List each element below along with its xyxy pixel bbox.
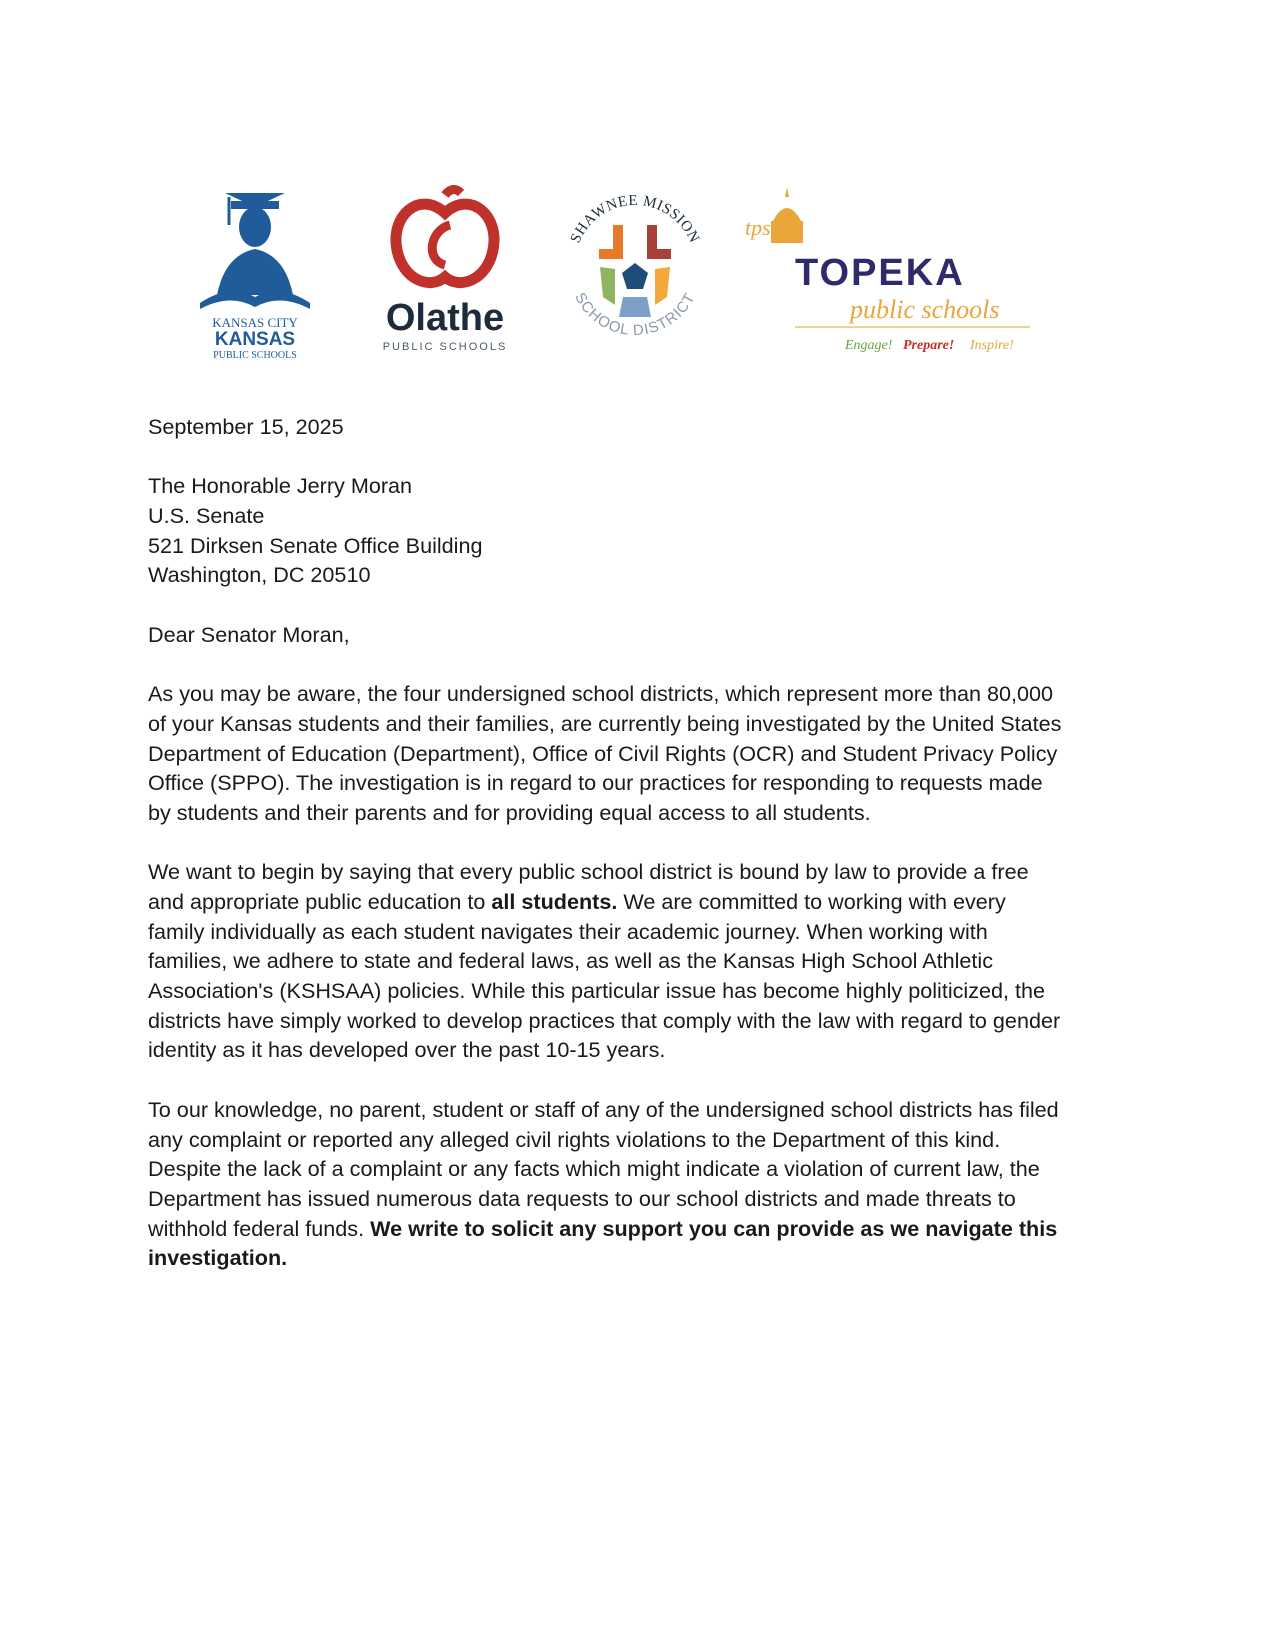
paragraph-line [148, 1035, 1108, 1065]
paragraph-line [148, 768, 1108, 798]
address-line: Washington, DC 20510 [148, 562, 371, 588]
paragraph-line [148, 1214, 1108, 1244]
text: We are committed to working with every [617, 889, 1006, 914]
shawnee-mission-logo [555, 185, 715, 350]
address-line: The Honorable Jerry Moran [148, 473, 413, 499]
text: Association's (KSHSAA) policies. While this particular issue has become highly politicized, the [148, 978, 1046, 1004]
paragraph-line [148, 679, 1108, 709]
bold-text: all students. [491, 889, 618, 914]
letter-date: September 15, 2025 [148, 414, 344, 439]
text: Despite the lack of a complaint or any facts which might indicate a violation of current law, the [148, 1156, 1040, 1182]
topeka-logo [745, 185, 1055, 360]
text: by students and their parents and for providing equal access to all students. [148, 799, 871, 825]
text: As you may be aware, the four undersigned school districts, which represent more than 80,000 [148, 681, 1054, 707]
text: of your Kansas students and their families, are currently being investigated by the United States [148, 710, 1062, 736]
tps-mark: tps [745, 215, 771, 240]
topeka-script: public schools [850, 295, 1000, 324]
kck-line2: KANSAS [214, 329, 296, 350]
letter-paragraphs [148, 650, 1108, 1273]
olathe-name: Olathe [385, 297, 505, 339]
body-paragraph [148, 857, 1108, 1065]
topeka-tag-inspire: Inspire! [970, 338, 1014, 353]
paragraph-line [148, 709, 1108, 739]
paragraph-line [148, 1125, 1108, 1155]
olathe-sub: PUBLIC SCHOOLS [382, 341, 508, 353]
kansas-city-kansas-logo [195, 185, 315, 360]
text: families, we adhere to state and federal laws, as well as the Kansas High School Athletic [148, 948, 994, 974]
text: Department of Education (Department), Office of Civil Rights (OCR) and Student Privacy Policy [148, 740, 1058, 766]
text: To our knowledge, no parent, student or staff of any of the undersigned school districts has filed [148, 1096, 1059, 1122]
text: We want to begin by saying that every public school district is bound by law to provide a free [148, 859, 1029, 885]
body-paragraph [148, 679, 1108, 827]
salutation: Dear Senator Moran, [148, 621, 350, 647]
bold-text: We write to solicit any support you can provide as we navigate this [370, 1215, 1058, 1241]
paragraph-line [148, 1184, 1108, 1214]
shawnee-bottom-text: SCHOOL DISTRICT [571, 289, 699, 340]
paragraph-line [148, 739, 1108, 769]
olathe-logo [375, 185, 515, 355]
paragraph-line [148, 1006, 1108, 1036]
body-paragraph [148, 1095, 1108, 1273]
paragraph-line [148, 976, 1108, 1006]
paragraph-line [148, 887, 1108, 917]
shawnee-top-text: SHAWNEE MISSION [567, 192, 703, 246]
topeka-tag-prepare: Prepare! [903, 338, 955, 353]
text: any complaint or reported any alleged civil rights violations to the Department of this kind. [148, 1126, 1001, 1152]
text: and appropriate public education to [148, 889, 492, 914]
paragraph-line [148, 857, 1108, 887]
paragraph-line [148, 1095, 1108, 1125]
paragraph-line [148, 798, 1108, 828]
topeka-name: TOPEKA [795, 252, 965, 294]
text: Office (SPPO). The investigation is in regard to our practices for responding to requests made [148, 770, 1043, 796]
text: family individually as each student navigates their academic journey. When working with [148, 918, 988, 944]
text: identity as it has developed over the past 10-15 years. [148, 1037, 666, 1063]
text: Department has issued numerous data requests to our school districts and made threats to [148, 1185, 1016, 1211]
paragraph-line [148, 1154, 1108, 1184]
paragraph-line [148, 1243, 1108, 1273]
district-logos [195, 185, 1075, 360]
address-line: U.S. Senate [148, 503, 265, 529]
kck-line3: PUBLIC SCHOOLS [213, 350, 297, 360]
letter-body [148, 412, 1108, 1273]
paragraph-line [148, 946, 1108, 976]
paragraph-line [148, 917, 1108, 947]
topeka-tag-engage: Engage! [845, 338, 893, 353]
recipient-address [148, 471, 1108, 590]
kck-line1: KANSAS CITY [212, 315, 298, 330]
address-line: 521 Dirksen Senate Office Building [148, 532, 483, 558]
bold-text: investigation. [148, 1245, 288, 1271]
text: districts have simply worked to develop practices that comply with the law with regard to gender [148, 1007, 1061, 1033]
text: withhold federal funds. [148, 1215, 371, 1241]
